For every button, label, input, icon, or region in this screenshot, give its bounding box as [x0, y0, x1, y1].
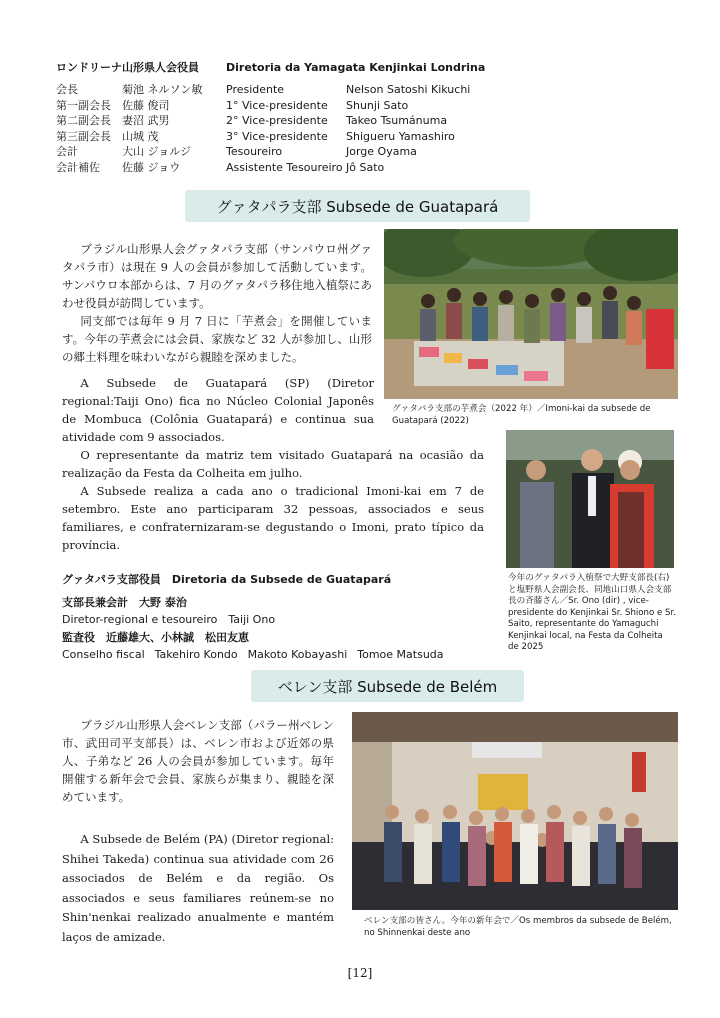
guatapara-pt-text-1 [62, 374, 374, 446]
role-jp: 会計 [56, 145, 78, 159]
role-pt: 2° Vice-presidente [226, 114, 328, 128]
paragraph: ブラジル山形県人会グァタパラ支部（サンパウロ州グァタパラ市）は現在 9 人の会員が参加して活動しています。サンパウロ本部からは、7 月のグァタパラ移住地入植祭にあわせ役員が訪問しています。 [62, 242, 372, 310]
guatapara-board-title: グァタパラ支部役員 Diretoria da Subsede de Guatapará [62, 573, 392, 586]
londrina-board-title-pt: Diretoria da Yamagata Kenjinkai Londrina [226, 61, 486, 74]
belem-pt-text [62, 830, 334, 947]
conselho-fiscal-name: Tomoe Matsuda [357, 648, 444, 661]
guatapara-board [62, 571, 492, 664]
role-jp: 第一副会長 [56, 98, 111, 112]
belem-members-photo [352, 712, 678, 910]
paragraph: ブラジル山形県人会ベレン支部（パラー州ベレン市、武田司平支部長）は、ベレン市および近郊の県人、子弟など 26 人の会員が参加しています。毎年開催する新年会で会員、家族らが集まり、親睦を深めています。 [62, 718, 334, 804]
name-jp: 大山 ジョルジ [122, 145, 192, 159]
conselho-fiscal-name: Makoto Kobayashi [247, 648, 348, 661]
imoni-kai-photo-image [384, 229, 678, 399]
guatapara-board-line: Diretor-regional e tesoureiro Taiji Ono [62, 613, 276, 626]
name-pt: Takeo Tsumánuma [346, 114, 448, 128]
name-pt: Jô Sato [346, 161, 385, 174]
guatapara-board-line [62, 646, 492, 664]
guatapara-board-line: 支部長兼会計 大野 泰治 [62, 595, 187, 609]
name-jp: 菊池 ネルソン敏 [122, 83, 203, 96]
role-pt: Tesoureiro [226, 145, 283, 159]
name-pt: Shunji Sato [346, 98, 409, 112]
page-number: [12] [347, 966, 373, 980]
festa-colheita-photo-caption: 今年のグァタパラ入植祭で大野支部長(右)と塩野県人会副会長、同地山口県人会支部長の斉藤さん／Sr. Ono (dir) , vice-presidente do Kenjinkai Sr. Shiono e Sr. Saito, representante do Yamaguchi Kenjinkai local, na Festa da Colheita de 2025 [508, 573, 676, 652]
role-pt: Assistente Tesoureiro [226, 161, 343, 174]
paragraph: A Subsede de Belém (PA) (Diretor regional: Shihei Takeda) continua sua atividade com 26 associados de Belém e da região. Os associados e seus familiares reúnem-se no Shin'nenkai realizado anualmente e mantém laços de amizade. [62, 832, 334, 944]
role-pt: Presidente [226, 83, 285, 96]
name-jp: 佐藤 俊司 [122, 98, 170, 112]
paragraph: 同支部では毎年 9 月 7 日に「芋煮会」を開催しています。今年の芋煮会には会員、家族など 32 人が参加し、山形の郷土料理を味わいながら親睦を深めました。 [62, 314, 372, 364]
imoni-kai-photo-caption: グァタパラ支部の芋煮会（2022 年）／Imoni-kai da subsede de Guatapará (2022) [392, 404, 651, 426]
paragraph: A Subsede realiza a cada ano o tradicional Imoni-kai em 7 de setembro. Este ano participaram 32 pessoas, associados e seus familiares, e confraternizaram-se degustando o Imoni, prato típico da província. [62, 484, 484, 552]
name-pt: Jorge Oyama [346, 145, 417, 159]
role-jp: 第三副会長 [56, 129, 111, 143]
paragraph: O representante da matriz tem visitado Guatapará na ocasião da realização da Festa da Colheita em julho. [62, 448, 484, 480]
guatapara-banner: グァタパラ支部 Subsede de Guatapará [185, 190, 530, 222]
name-jp: 山城 茂 [122, 129, 159, 143]
guatapara-jp-text [62, 240, 372, 366]
imoni-kai-photo [384, 229, 678, 399]
londrina-board-title-jp: ロンドリーナ山形県人会役員 [56, 61, 199, 74]
guatapara-pt-text-2 [62, 446, 484, 554]
name-pt: Nelson Satoshi Kikuchi [346, 83, 471, 96]
role-jp: 会計補佐 [56, 161, 100, 174]
guatapara-board-line: 監査役 近藤雄大、小林誠 松田友恵 [62, 630, 249, 644]
conselho-fiscal-label: Conselho fiscal [62, 648, 145, 661]
role-pt: 1° Vice-presidente [226, 98, 328, 112]
festa-colheita-photo [506, 430, 674, 568]
name-jp: 妻沼 武男 [122, 114, 170, 128]
name-jp: 佐藤 ジョウ [122, 161, 181, 174]
role-jp: 第二副会長 [56, 114, 111, 128]
belem-banner: ベレン支部 Subsede de Belém [251, 670, 524, 702]
role-jp: 会長 [56, 83, 78, 96]
belem-members-photo-image [352, 712, 678, 910]
conselho-fiscal-name: Takehiro Kondo [154, 648, 238, 661]
name-pt: Shigueru Yamashiro [346, 129, 455, 143]
paragraph: A Subsede de Guatapará (SP) (Diretor regional:Taiji Ono) fica no Núcleo Colonial Japonês de Mombuca (Colônia Guatapará) e continua sua atividade com 9 associados. [62, 376, 374, 444]
belem-photo-caption: ベレン支部の皆さん。今年の新年会で／Os membros da subsede de Belém, no Shinnenkai deste ano [364, 916, 672, 938]
belem-jp-text [62, 716, 334, 806]
role-pt: 3° Vice-presidente [226, 129, 328, 143]
festa-colheita-photo-image [506, 430, 674, 568]
